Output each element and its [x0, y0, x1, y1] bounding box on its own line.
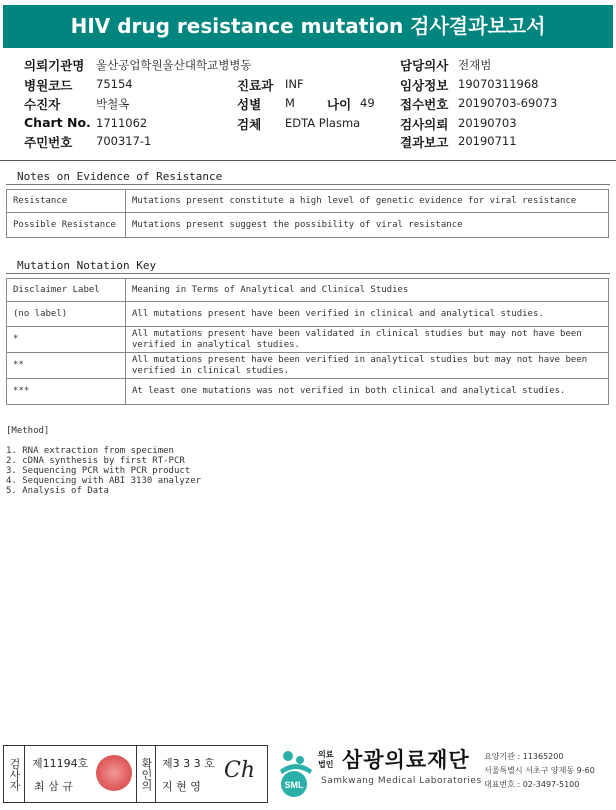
method-step: 2. cDNA synthesis by first RT-PCR	[6, 456, 185, 466]
institution-label: 의뢰기관명	[24, 58, 85, 73]
key-label: ***	[7, 379, 126, 405]
table-header-row	[7, 279, 609, 302]
table-row	[7, 327, 609, 353]
evidence-text-resistance: Mutations present constitute a high level of genetic evidence for viral resistance	[126, 190, 609, 213]
examiner-vertical-label	[4, 746, 25, 802]
department-value: INF	[285, 77, 304, 91]
method-steps	[6, 446, 201, 496]
signature-box	[3, 745, 268, 803]
evidence-label-resistance: Resistance	[7, 190, 126, 213]
method-step: 3. Sequencing PCR with PCR product	[6, 466, 191, 476]
org-code: 요양기관 : 11365200	[484, 752, 564, 761]
brand-korean: 삼광의료재단	[342, 748, 470, 772]
receipt-no-value: 20190703-69073	[458, 96, 558, 110]
method-step: 5. Analysis of Data	[6, 486, 109, 496]
receipt-no-label: 접수번호	[400, 97, 449, 112]
confirmer-name: 지 현 영	[162, 780, 201, 793]
mutation-key-table	[6, 278, 609, 405]
patient-name-value: 박철옥	[96, 97, 130, 111]
examiner-seal-icon	[96, 755, 132, 791]
method-step: 1. RNA extraction from specimen	[6, 446, 174, 456]
request-date-value: 20190703	[458, 116, 517, 130]
key-label: **	[7, 353, 126, 379]
table-row	[7, 353, 609, 379]
specimen-label: 검체	[237, 117, 262, 132]
age-value: 49	[360, 96, 375, 110]
examiner-label: 검사자	[8, 757, 21, 791]
svg-text:SML: SML	[284, 780, 304, 790]
patient-name-label: 수진자	[24, 97, 61, 112]
logo-legal-line2: 법인	[318, 760, 334, 769]
report-title: HIV drug resistance mutation 검사결과보고서	[3, 5, 613, 48]
evidence-label-possible: Possible Resistance	[7, 213, 126, 238]
report-date-label: 결과보고	[400, 135, 449, 150]
key-label: (no label)	[7, 302, 126, 327]
key-text: All mutations present have been verified in analytical studies but may not have been verified in clinical studies.	[126, 353, 609, 379]
key-header-text: Meaning in Terms of Analytical and Clinical Studies	[126, 279, 609, 302]
logo-legal-line1: 의료	[318, 750, 334, 759]
key-label: *	[7, 327, 126, 353]
table-row	[7, 190, 609, 213]
phone: 대표번호 : 02-3497-5100	[484, 780, 580, 789]
sex-label: 성별	[237, 97, 262, 112]
confirmer-signature: Ch	[224, 758, 256, 783]
address: 서울특별시 서초구 양재동 9-60	[484, 766, 595, 775]
request-date-label: 검사의뢰	[400, 117, 449, 132]
mutation-key-heading-rule	[6, 273, 610, 274]
table-row	[7, 302, 609, 327]
method-heading: [Method]	[6, 426, 50, 436]
header-divider	[0, 160, 616, 161]
evidence-heading: Notes on Evidence of Resistance	[17, 170, 223, 183]
confirmer-vertical-label	[136, 746, 156, 802]
confirmer-label: 확인의	[140, 757, 153, 791]
department-label: 진료과	[237, 78, 274, 93]
clinical-info-label: 임상정보	[400, 78, 449, 93]
hospital-code-label: 병원코드	[24, 78, 73, 93]
mutation-key-heading: Mutation Notation Key	[17, 259, 157, 272]
sml-logo-icon	[274, 748, 318, 798]
confirmer-license: 제3 3 3 호	[162, 757, 215, 770]
key-header-label: Disclaimer Label	[7, 279, 126, 302]
brand-english: Samkwang Medical Laboratories	[321, 776, 482, 786]
age-label: 나이	[327, 97, 352, 112]
key-text: At least one mutations was not verified in both clinical and analytical studies.	[126, 379, 609, 405]
key-text: All mutations present have been validated in clinical studies but may not have been verified in analytical studies.	[126, 327, 609, 353]
table-row	[7, 213, 609, 238]
doctor-value: 전재범	[458, 58, 492, 72]
logo-legal-text	[318, 750, 333, 770]
key-text: All mutations present have been verified in clinical and analytical studies.	[126, 302, 609, 327]
resident-no-label: 주민번호	[24, 135, 73, 150]
sex-value: M	[285, 96, 295, 110]
resident-no-value: 700317-1	[96, 134, 152, 148]
doctor-label: 담당의사	[400, 58, 449, 73]
evidence-text-possible: Mutations present suggest the possibility of viral resistance	[126, 213, 609, 238]
method-step: 4. Sequencing with ABI 3130 analyzer	[6, 476, 202, 486]
clinical-info-value: 19070311968	[458, 77, 539, 91]
report-date-value: 20190711	[458, 134, 517, 148]
examiner-name: 최 삼 규	[34, 780, 73, 793]
evidence-table	[6, 189, 609, 238]
chart-no-value: 1711062	[96, 116, 148, 130]
chart-no-label: Chart No.	[24, 115, 91, 130]
hospital-code-value: 75154	[96, 77, 133, 91]
evidence-heading-rule	[6, 184, 610, 185]
examiner-license: 제11194호	[32, 757, 89, 770]
specimen-value: EDTA Plasma	[285, 116, 361, 130]
table-row	[7, 379, 609, 405]
institution-value: 울산공업학원울산대학교병병동	[96, 58, 252, 72]
